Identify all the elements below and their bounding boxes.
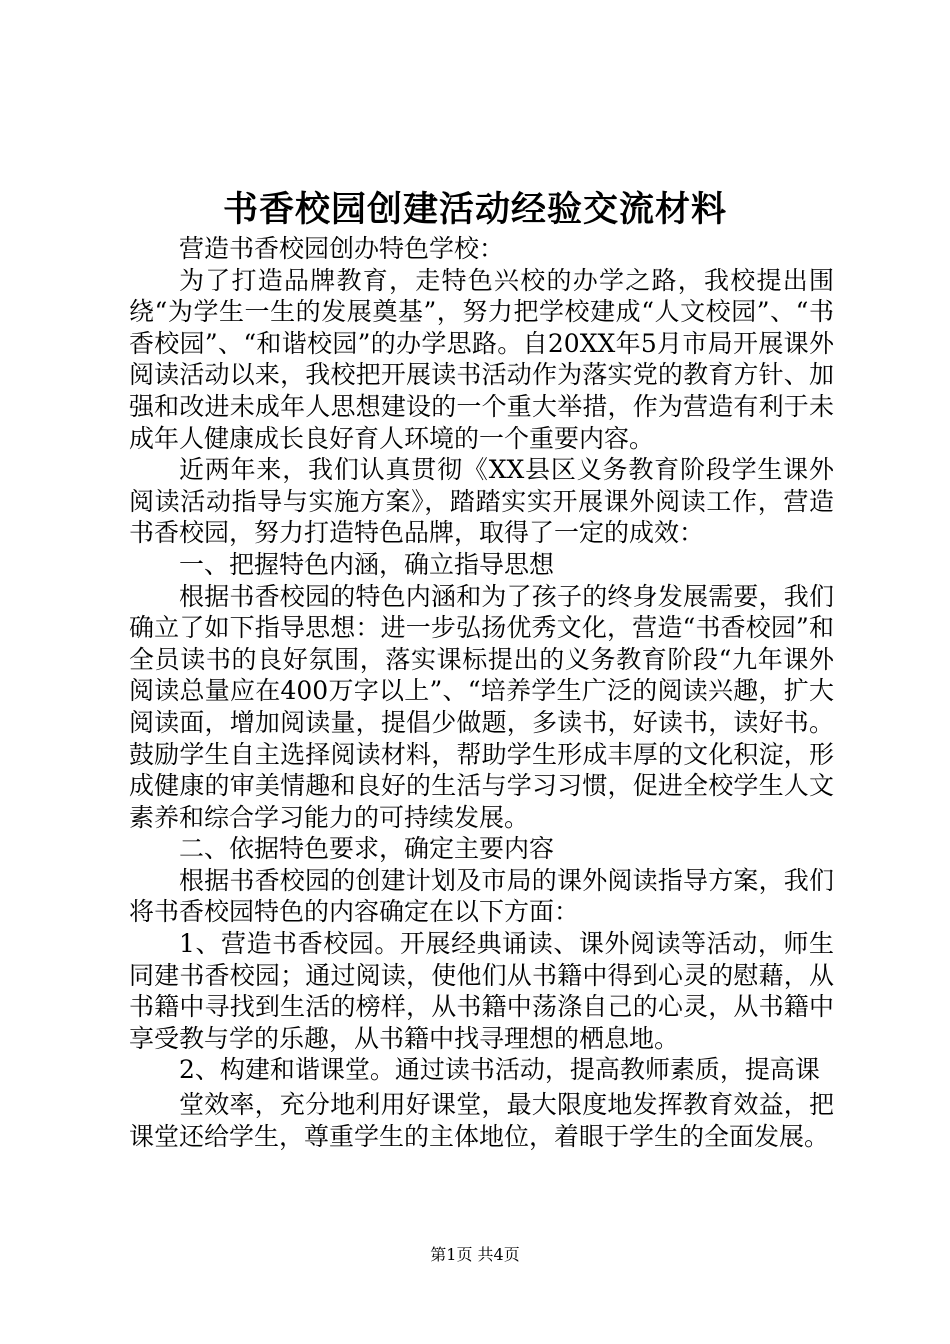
document-body [129,233,834,1086]
paragraph-item-1: 1、营造书香校园。开展经典诵读、课外阅读等活动，师生同建书香校园；通过阅读，使他们从书籍中得到心灵的慰藉，从书籍中寻找到生活的榜样，从书籍中荡涤自己的心灵，从书籍中享受教与学的乐趣，从书籍中找寻理想的栖息地。 [129,929,834,1053]
paragraph-item-2: 2、构建和谐课堂。通过读书活动，提高教师素质，提高课 [179,1055,820,1085]
section-heading-1: 一、把握特色内涵，确立指导思想 [179,549,555,579]
paragraph-guiding-thought: 根据书香校园的特色内涵和为了孩子的终身发展需要，我们确立了如下指导思想：进一步弘扬优秀文化，营造“书香校园”和全员读书的良好氛围，落实课标提出的义务教育阶段“九年课外阅读总量应在400万字以上”、“培养学生广泛的阅读兴趣，扩大阅读面，增加阅读量，提倡少做题，多读书，好读书，读好书。鼓励学生自主选择阅读材料，帮助学生形成丰厚的文化积淀，形成健康的审美情趣和良好的生活与学习习惯，促进全校学生人文素养和综合学习能力的可持续发展。 [129,581,834,832]
paragraph-background: 为了打造品牌教育，走特色兴校的办学之路，我校提出围绕“为学生一生的发展奠基”，努力把学校建成“人文校园”、“书香校园”、“和谐校园”的办学思路。自20XX年5月市局开展课外阅读活动以来，我校把开展读书活动作为落实党的教育方针、加强和改进未成年人思想建设的一个重大举措，作为营造有利于未成年人健康成长良好育人环境的一个重要内容。 [129,265,834,453]
paragraph-continuation: 堂效率，充分地利用好课堂，最大限度地发挥教育效益，把课堂还给学生，尊重学生的主体地位，着眼于学生的全面发展。 [129,1090,834,1151]
document-title: 书香校园创建活动经验交流材料 [222,189,727,230]
paragraph-intro: 营造书香校园创办特色学校： [179,234,505,263]
paragraph-continuation-block [129,1089,834,1152]
paragraph-content-scope: 根据书香校园的创建计划及市局的课外阅读指导方案，我们将书香校园特色的内容确定在以下方面： [129,865,834,927]
paragraph-achievements: 近两年来，我们认真贯彻《XX县区义务教育阶段学生课外阅读活动指导与实施方案》，踏踏实实开展课外阅读工作，营造书香校园，努力打造特色品牌，取得了一定的成效： [129,455,834,548]
section-heading-2: 二、依据特色要求，确定主要内容 [179,834,555,864]
page-footer: 第1页 共4页 [430,1245,520,1264]
